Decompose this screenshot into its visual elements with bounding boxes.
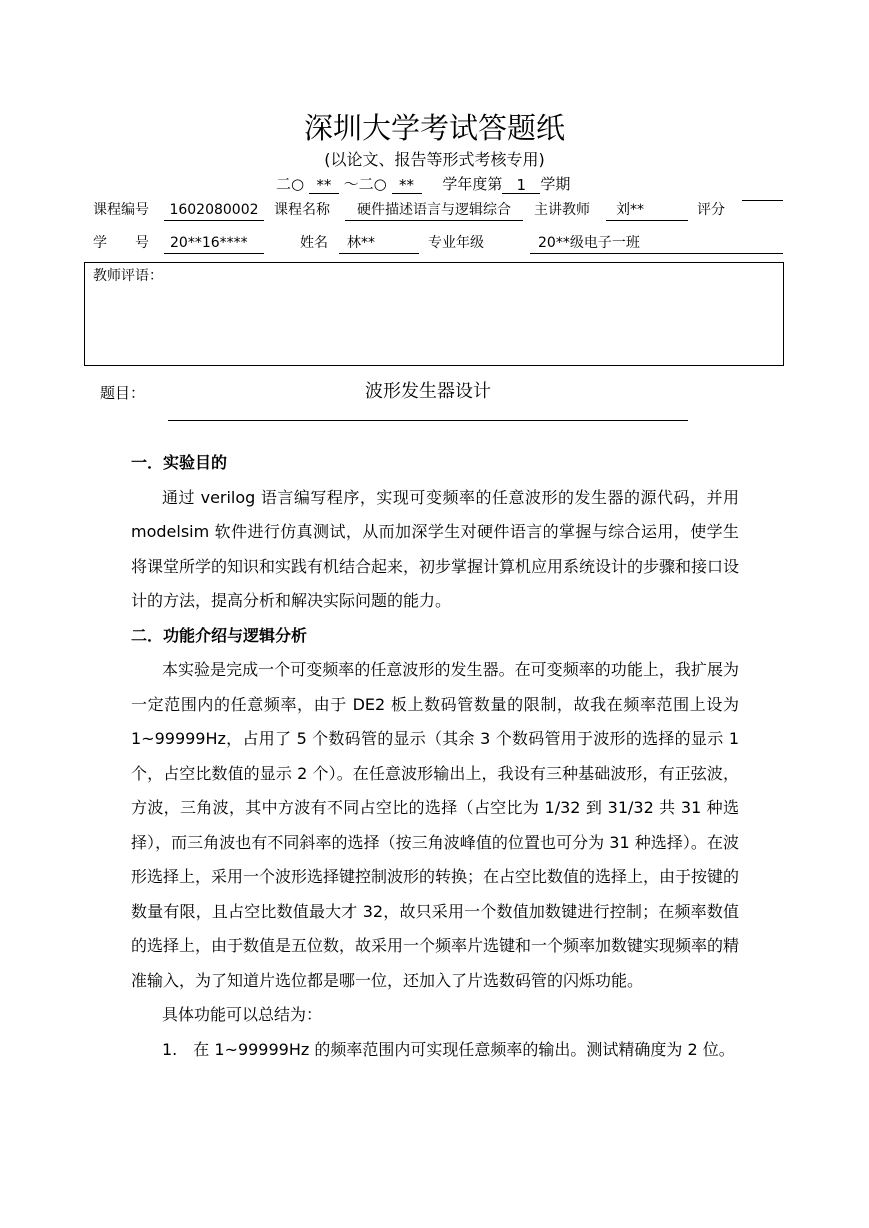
teacher-comment-label: 教师评语：	[93, 268, 163, 284]
year-mid-text: 学年度第	[442, 175, 503, 193]
teacher-comment-box	[84, 262, 784, 366]
topic-label: 题目：	[100, 384, 146, 402]
term-suffix: 学期	[540, 175, 571, 193]
topic-value: 波形发生器设计	[168, 380, 688, 421]
name-label: 姓名	[300, 235, 328, 251]
term-blank: 1	[502, 175, 540, 194]
section-1-paragraph: 通过 verilog 语言编写程序，实现可变频率的任意波形的发生器的源代码，并用 modelsim 软件进行仿真测试，从而加深学生对硬件语言的掌握与综合运用，使学生将课堂所学的知识和实践有机结合起来，初步掌握计算机应用系统设计的步骤和接口设计的方法，提高分析和解决实际问题的能力。	[131, 487, 740, 610]
course-name-label: 课程名称	[274, 202, 330, 218]
section-2-paragraph: 本实验是完成一个可变频率的任意波形的发生器。在可变频率的功能上，我扩展为一定范围内的任意频率，由于 DE2 板上数码管数量的限制，故我在频率范围上设为 1~99999Hz，占用了 5 个数码管的显示（其余 3 个数码管用于波形的选择的显示 1 个，占空比数值的显示 2 个）。在任意波形输出上，我设有三种基础波形，有正弦波，方波，三角波，其中方波有不同占空比的选择（占空比为 1/32 到 31/32 共 31 种选择），而三角波也有不同斜率的选择（按三角波峰值的位置也可分为 31 种选择）。在波形选择上，采用一个波形选择键控制波形的转换；在占空比数值的选择上，由于按键的数量有限，且占空比数值最大才 32，故只采用一个数值加数键进行控制；在频率数值的选择上，由于数值是五位数，故采用一个频率片选键和一个频率加数键实现频率的精准输入，为了知道片选位都是哪一位，还加入了片选数码管的闪烁功能。	[131, 660, 740, 990]
page-title: 深圳大学考试答题纸	[303, 111, 565, 145]
section-2-heading: 二．功能介绍与逻辑分析	[131, 625, 308, 645]
name-value: 林**	[339, 233, 419, 254]
year-blank-1: **	[309, 175, 339, 194]
teacher-value: 刘**	[606, 200, 688, 221]
course-name-value: 硬件描述语言与逻辑综合	[345, 200, 523, 221]
page-subtitle: (以论文、报告等形式考核专用)	[324, 150, 545, 169]
student-id-label: 学 号	[93, 235, 149, 251]
year-blank-2: **	[392, 175, 422, 194]
course-code-label: 课程编号	[93, 202, 149, 218]
student-id-value: 20**16****	[164, 233, 264, 254]
score-label: 评分	[697, 202, 725, 218]
section-2-list-item-1: 1. 在 1~99999Hz 的频率范围内可实现任意频率的输出。测试精确度为 2 位。	[162, 1039, 735, 1059]
section-2-summary-intro: 具体功能可以总结为：	[162, 1005, 323, 1024]
section-1-heading: 一．实验目的	[131, 453, 228, 472]
major-value: 20**级电子一班	[530, 233, 783, 254]
report-body	[131, 446, 739, 1067]
course-code-value: 1602080002	[164, 200, 264, 221]
major-label: 专业年级	[428, 235, 484, 251]
score-value	[742, 200, 783, 201]
year-prefix: 二○	[276, 175, 305, 193]
academic-year-line	[276, 174, 570, 194]
year-separator: ～二○	[343, 175, 387, 193]
teacher-label: 主讲教师	[534, 202, 590, 218]
